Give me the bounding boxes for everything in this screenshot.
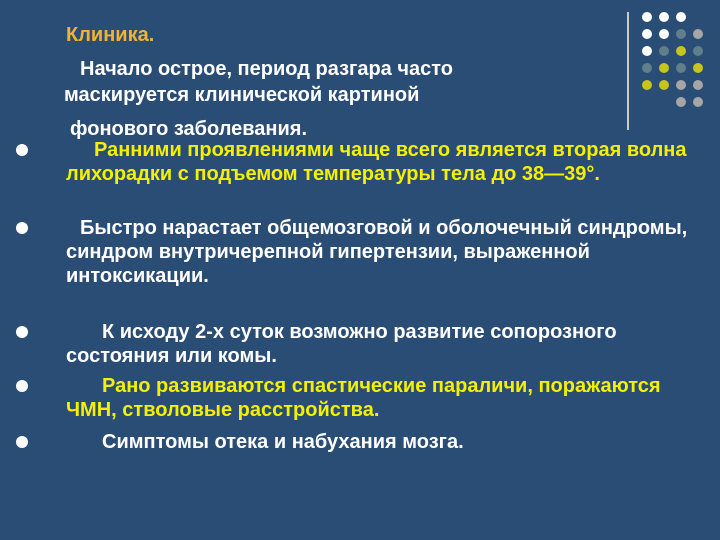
decorative-dot — [693, 46, 703, 56]
bullet-dot-icon — [16, 144, 28, 156]
decorative-dot — [676, 46, 686, 56]
decorative-dot — [642, 46, 652, 56]
bullet-dot-icon — [16, 380, 28, 392]
decorative-dot — [676, 97, 686, 107]
decorative-divider-line — [627, 12, 629, 130]
decorative-dot — [642, 29, 652, 39]
bullet-item-5 — [66, 430, 696, 454]
decorative-dot — [676, 29, 686, 39]
bullet-item-2 — [66, 216, 696, 288]
decorative-dot — [642, 80, 652, 90]
intro-line-1: Начало острое, период разгара часто — [80, 58, 453, 80]
bullet-text: Симптомы отека и набухания мозга. — [102, 431, 464, 453]
bullet-dot-icon — [16, 326, 28, 338]
bullet-text: Быстро нарастает общемозговой и оболочечный синдромы, синдром внутричерепной гипертензии, выраженной интоксикации. — [66, 217, 688, 287]
decorative-dot-grid — [642, 12, 712, 116]
decorative-dot — [642, 12, 652, 22]
bullet-dot-icon — [16, 222, 28, 234]
decorative-dot — [676, 12, 686, 22]
decorative-dot — [676, 80, 686, 90]
bullet-dot-icon — [16, 436, 28, 448]
bullet-item-4 — [66, 374, 696, 422]
decorative-dot — [693, 80, 703, 90]
decorative-dot — [659, 46, 669, 56]
decorative-dot — [693, 97, 703, 107]
intro-paragraph — [64, 56, 604, 142]
bullet-text: Ранними проявлениями чаще всего является вторая волна лихорадки с подъемом температуры тела до 38—39°. — [66, 139, 687, 185]
bullet-item-3 — [66, 320, 696, 368]
decorative-dot — [659, 63, 669, 73]
decorative-dot — [693, 63, 703, 73]
decorative-dot — [659, 80, 669, 90]
decorative-dot — [659, 29, 669, 39]
decorative-dot — [676, 63, 686, 73]
slide-title: Клиника. — [66, 24, 155, 46]
decorative-dot — [693, 29, 703, 39]
intro-line-3: фонового заболевания. — [70, 118, 308, 140]
bullet-text: К исходу 2-х суток возможно развитие сопорозного состояния или комы. — [66, 321, 617, 367]
bullet-text: Рано развиваются спастические параличи, поражаются ЧМН, стволовые расстройства. — [66, 375, 661, 421]
intro-line-2: маскируется клинической картиной — [64, 84, 420, 106]
bullet-item-1 — [66, 138, 696, 186]
decorative-dot — [642, 63, 652, 73]
decorative-dot — [659, 12, 669, 22]
